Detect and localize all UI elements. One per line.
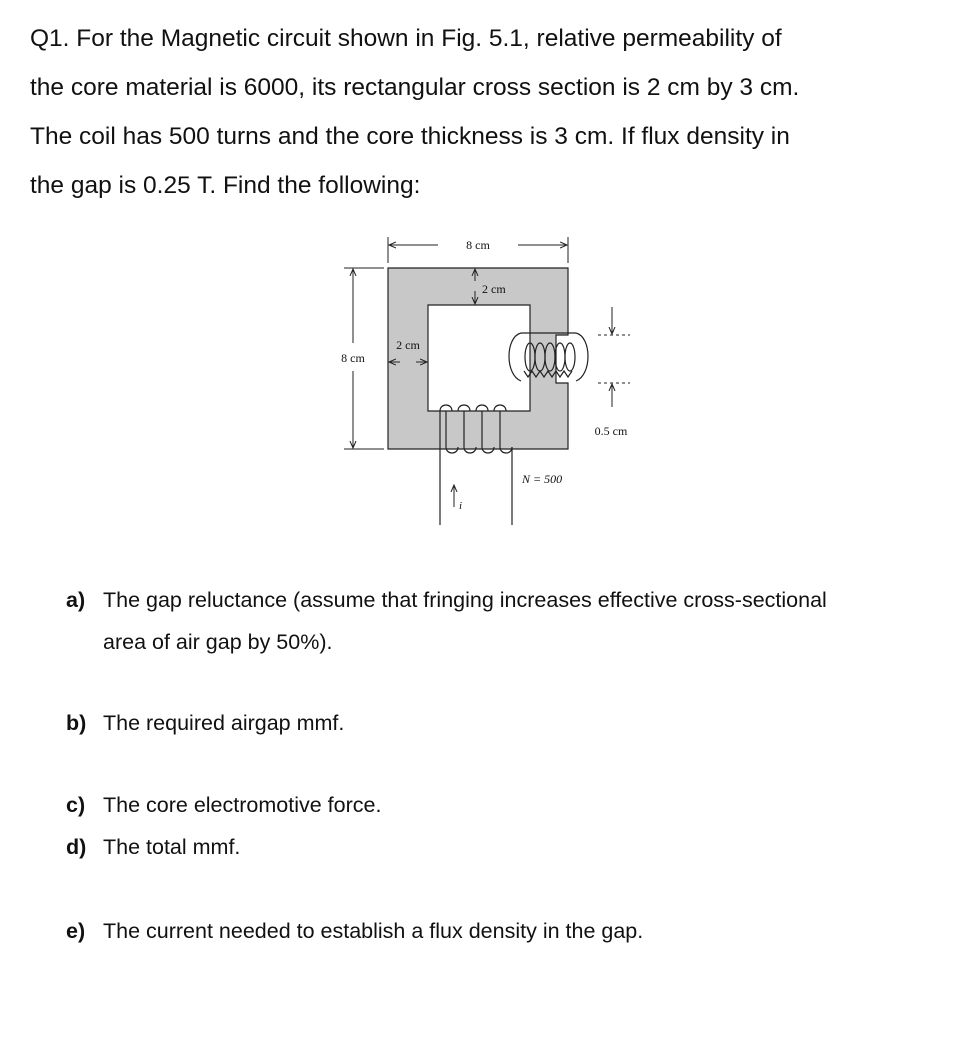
part-c-text: The core electromotive force. xyxy=(103,793,382,817)
part-b-text: The required airgap mmf. xyxy=(103,711,345,735)
part-e-text: The current needed to establish a flux density in the gap. xyxy=(103,919,644,943)
turns-label: N = 500 xyxy=(522,472,563,486)
left-height-label: 8 cm xyxy=(341,351,365,365)
part-a-letter: a) xyxy=(66,588,86,612)
part-e-letter: e) xyxy=(66,919,86,943)
question-line-2: the core material is 6000, its rectangular cross section is 2 cm by 3 cm. xyxy=(30,74,800,101)
part-e xyxy=(66,910,946,952)
part-d-text: The total mmf. xyxy=(103,835,241,859)
part-a-text-line1: The gap reluctance (assume that fringing increases effective cross-sectional xyxy=(103,588,827,612)
question-line-3: The coil has 500 turns and the core thickness is 3 cm. If flux density in xyxy=(30,123,790,150)
left-height-dimension xyxy=(341,268,384,449)
leg-width-label: 2 cm xyxy=(396,338,420,352)
top-width-label: 8 cm xyxy=(466,238,490,252)
current-label: i xyxy=(459,500,463,512)
gap-dimension xyxy=(595,307,630,438)
current-indicator xyxy=(454,485,462,512)
part-d xyxy=(66,826,946,868)
question-line-4: the gap is 0.25 T. Find the following: xyxy=(30,172,421,199)
part-a-text-line2: area of air gap by 50%). xyxy=(103,630,333,654)
question-text xyxy=(30,14,950,210)
part-b-letter: b) xyxy=(66,711,87,735)
gap-label: 0.5 cm xyxy=(594,424,628,438)
part-a xyxy=(66,579,946,663)
part-d-letter: d) xyxy=(66,835,87,859)
inner-top-label: 2 cm xyxy=(482,282,506,296)
part-b xyxy=(66,702,946,744)
part-c-letter: c) xyxy=(66,793,86,817)
magnetic-circuit-figure xyxy=(300,225,680,535)
part-c xyxy=(66,784,946,826)
question-line-1: Q1. For the Magnetic circuit shown in Fig. 5.1, relative permeability of xyxy=(30,25,782,52)
top-width-dimension xyxy=(388,237,568,263)
magnetic-core xyxy=(388,268,568,449)
